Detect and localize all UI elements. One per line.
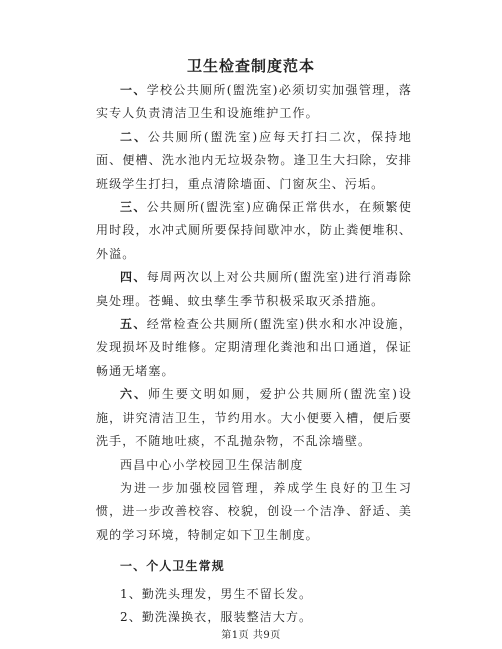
paragraph-text: 经常检查公共厕所(盥洗室)供水和水冲设施，发现损坏及时维修。定期清理化粪池和出口通道，保证畅通无堵塞。: [96, 317, 412, 378]
paragraph-text: 公共厕所(盥洗室)应每天打扫二次，保持地面、便槽、洗水池内无垃圾杂物。逢卫生大扫除，安排班级学生打扫，重点清除墙面、门窗灰尘、污垢。: [96, 129, 413, 191]
paragraph-text: 公共厕所(盥洗室)应确保正常供水，在频繁使用时段，水冲式厕所要保持间歇冲水，防止粪便堆积、外溢。: [96, 200, 412, 261]
document-title: 卫生检查制度范本: [186, 57, 315, 75]
list-item: 2、勤洗澡换衣，服装整洁大方。: [120, 609, 313, 624]
paragraph-number: 二、: [120, 129, 148, 144]
paragraph-number: 五、: [120, 317, 147, 332]
paragraph-number: 四、: [120, 270, 147, 285]
paragraph-4: [96, 266, 412, 313]
list-item: 1、勤洗头理发，男生不留长发。: [120, 586, 313, 601]
page-number: 第1页 共9页: [221, 630, 281, 641]
paragraph-5: [96, 313, 412, 383]
document-body: [96, 79, 412, 629]
paragraph-3: [96, 196, 412, 266]
paragraph-number: 一、: [120, 83, 147, 97]
paragraph-text: 学校公共厕所(盥洗室)必须切实加强管理，落实专人负责清洁卫生和设施维护工作。: [96, 83, 412, 121]
paragraph-text: 师生要文明如厕，爱护公共厕所(盥洗室)设施，讲究清洁卫生，节约用水。大小便要入槽，便后要洗手，不随地吐痰，不乱抛杂物，不乱涂墙壁。: [96, 387, 413, 449]
intro-paragraph: 为进一步加强校园管理，养成学生良好的卫生习惯，进一步改善校容、校貌，创设一个洁净、舒适、美观的学习环境，特制定如下卫生制度。: [96, 480, 412, 542]
subtitle: 西昌中心小学校园卫生保洁制度: [120, 457, 304, 472]
paragraph-2: [96, 126, 412, 196]
paragraph-number: 六、: [120, 387, 148, 402]
paragraph-number: 三、: [120, 200, 147, 215]
paragraph-1: [96, 79, 412, 126]
section-heading: 一、个人卫生常规: [120, 559, 225, 574]
paragraph-6: [96, 383, 412, 453]
paragraph-text: 每周两次以上对公共厕所(盥洗室)进行消毒除臭处理。苍蝇、蚊虫孳生季节积极采取灭杀措施。: [96, 270, 412, 308]
